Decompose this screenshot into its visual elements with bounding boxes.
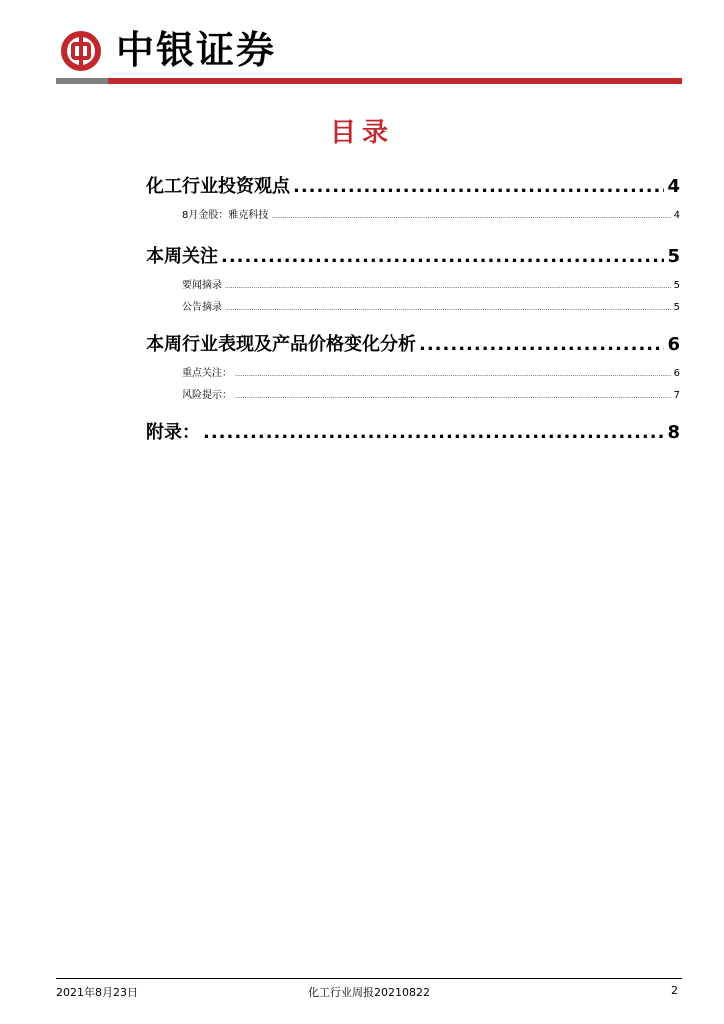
toc-entry-label: 化工行业投资观点: [146, 176, 290, 197]
toc-entry[interactable]: [146, 206, 680, 220]
toc-entry[interactable]: [146, 330, 680, 355]
toc-leader-dots: [419, 334, 664, 355]
footer-page-number: 2: [671, 984, 678, 997]
page-header: [0, 0, 724, 90]
toc-entry[interactable]: [146, 418, 680, 443]
toc-leader-dots: [235, 393, 671, 400]
toc-entry-label: 要闻摘录: [182, 280, 222, 291]
toc-entry-page: 5: [673, 302, 680, 313]
header-divider-red: [108, 78, 682, 84]
toc-entry[interactable]: [146, 364, 680, 378]
toc-entry-label: 重点关注：: [182, 368, 232, 379]
toc-entry-page: 4: [673, 210, 680, 221]
toc-entry-page: 7: [673, 390, 680, 401]
toc-entry-page: 5: [673, 280, 680, 291]
toc-entry[interactable]: [146, 276, 680, 290]
toc-entry-label: 本周行业表现及产品价格变化分析: [146, 334, 416, 355]
footer-date: 2021年8月23日: [56, 986, 138, 999]
toc-title: 目录: [329, 118, 394, 148]
toc-entry-page: 4: [667, 176, 680, 197]
bank-of-china-logo-icon: [60, 30, 102, 72]
toc-leader-dots: [235, 371, 671, 378]
footer-report-title: 化工行业周报20210822: [308, 986, 430, 999]
toc-leader-dots: [293, 176, 664, 197]
toc-entry[interactable]: [146, 298, 680, 312]
toc-entry-page: 6: [673, 368, 680, 379]
toc-entry-label: 风险提示：: [182, 390, 232, 401]
toc-entry[interactable]: [146, 386, 680, 400]
toc-entry[interactable]: [146, 242, 680, 267]
toc-leader-dots: [225, 283, 671, 290]
table-of-contents: [146, 168, 680, 443]
header-divider-gray: [56, 78, 108, 84]
page-footer: [56, 984, 682, 1000]
toc-entry-label: 附录：: [146, 422, 200, 443]
toc-leader-dots: [221, 246, 664, 267]
toc-entry-label: 8月金股：雅克科技: [182, 210, 269, 221]
toc-entry-page: 8: [667, 422, 680, 443]
toc-leader-dots: [203, 422, 664, 443]
toc-leader-dots: [271, 213, 670, 220]
footer-divider: [56, 978, 682, 979]
toc-entry-label: 本周关注: [146, 246, 218, 267]
brand-name: 中银证券: [116, 27, 277, 72]
toc-entry-page: 6: [667, 334, 680, 355]
toc-entry-label: 公告摘录: [182, 302, 222, 313]
toc-entry[interactable]: [146, 172, 680, 197]
toc-entry-page: 5: [667, 246, 680, 267]
toc-leader-dots: [225, 305, 671, 312]
